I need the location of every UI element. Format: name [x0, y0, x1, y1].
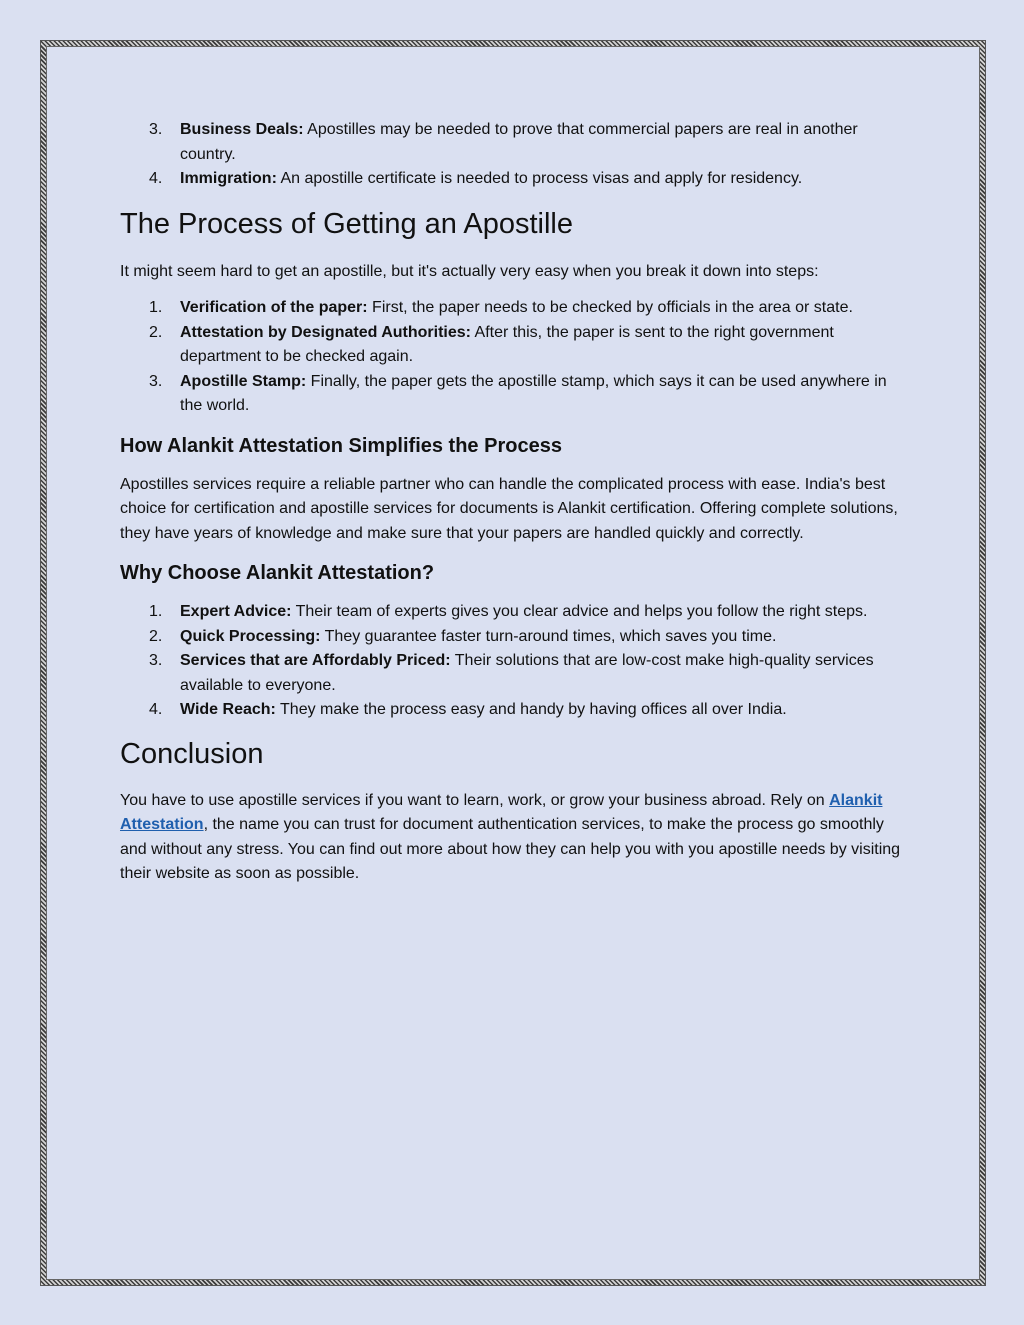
document-body: [120, 118, 906, 887]
list-item: [120, 118, 906, 167]
list-number: 3.: [149, 652, 163, 669]
list-item: [120, 600, 906, 625]
list-item: [120, 698, 906, 723]
list-number: 3.: [149, 121, 163, 138]
list-text: First, the paper needs to be checked by officials in the area or state.: [367, 299, 853, 316]
process-heading: The Process of Getting an Apostille: [120, 207, 573, 240]
simplifies-paragraph: Apostilles services require a reliable partner who can handle the complicated process with ease. India's best choice for certification and apostille services for documents is Alankit certification. Offering complete solutions, they have years of knowledge and make sure that your papers are handled quickly and correctly.: [120, 475, 898, 542]
list-text: Finally, the paper gets the apostille stamp, which says it can be used anywhere in the world.: [180, 372, 887, 414]
list-term: Business Deals:: [180, 121, 304, 138]
list-item: [120, 649, 906, 698]
list-number: 3.: [149, 372, 163, 390]
list-number: 1.: [149, 299, 163, 316]
why-heading: Why Choose Alankit Attestation?: [120, 562, 435, 584]
simplifies-heading: How Alankit Attestation Simplifies the Process: [120, 434, 562, 457]
why-list: [120, 600, 906, 723]
list-text: Their team of experts gives you clear advice and helps you follow the right steps.: [291, 603, 868, 620]
process-steps: [120, 296, 906, 419]
list-text: Apostilles may be needed to prove that commercial papers are real in another country.: [180, 121, 858, 163]
list-item: [120, 167, 906, 192]
list-number: 2.: [149, 323, 163, 341]
process-intro: It might seem hard to get an apostille, but it's actually very easy when you break it down into steps:: [120, 262, 819, 280]
list-term: Apostille Stamp:: [180, 372, 307, 390]
list-item: [120, 625, 906, 650]
list-number: 4.: [149, 701, 163, 718]
conclusion-heading: Conclusion: [120, 737, 264, 770]
list-term: Quick Processing:: [180, 627, 321, 645]
list-text: They make the process easy and handy by having offices all over India.: [275, 701, 787, 718]
top-list: [120, 118, 906, 192]
list-text: Their solutions that are low-cost make high-quality services available to everyone.: [180, 652, 874, 694]
list-term: Attestation by Designated Authorities:: [180, 323, 471, 341]
list-term: Services that are Affordably Priced:: [180, 652, 451, 669]
list-item: [120, 321, 906, 370]
conclusion-text-before: You have to use apostille services if you want to learn, work, or grow your business abroad. Rely on: [120, 791, 830, 809]
list-number: 4.: [149, 170, 163, 187]
conclusion-text-after: , the name you can trust for document authentication services, to make the process go smoothly and without any stress. You can find out more about how they can help you with you apostille needs by visiting their website as soon as possible.: [120, 816, 901, 882]
list-text: An apostille certificate is needed to process visas and apply for residency.: [276, 170, 803, 187]
list-term: Immigration:: [180, 170, 277, 187]
list-number: 1.: [149, 603, 163, 620]
list-item: [120, 370, 906, 419]
list-term: Wide Reach:: [180, 701, 276, 718]
conclusion-paragraph: [120, 789, 906, 887]
alankit-attestation-link[interactable]: Alankit Attestation: [120, 791, 883, 833]
list-text: After this, the paper is sent to the right government department to be checked again.: [180, 323, 834, 365]
list-item: [120, 296, 906, 321]
list-term: Expert Advice:: [180, 603, 292, 620]
list-number: 2.: [149, 627, 163, 645]
list-term: Verification of the paper:: [180, 299, 368, 316]
list-text: They guarantee faster turn-around times, which saves you time.: [320, 627, 777, 645]
